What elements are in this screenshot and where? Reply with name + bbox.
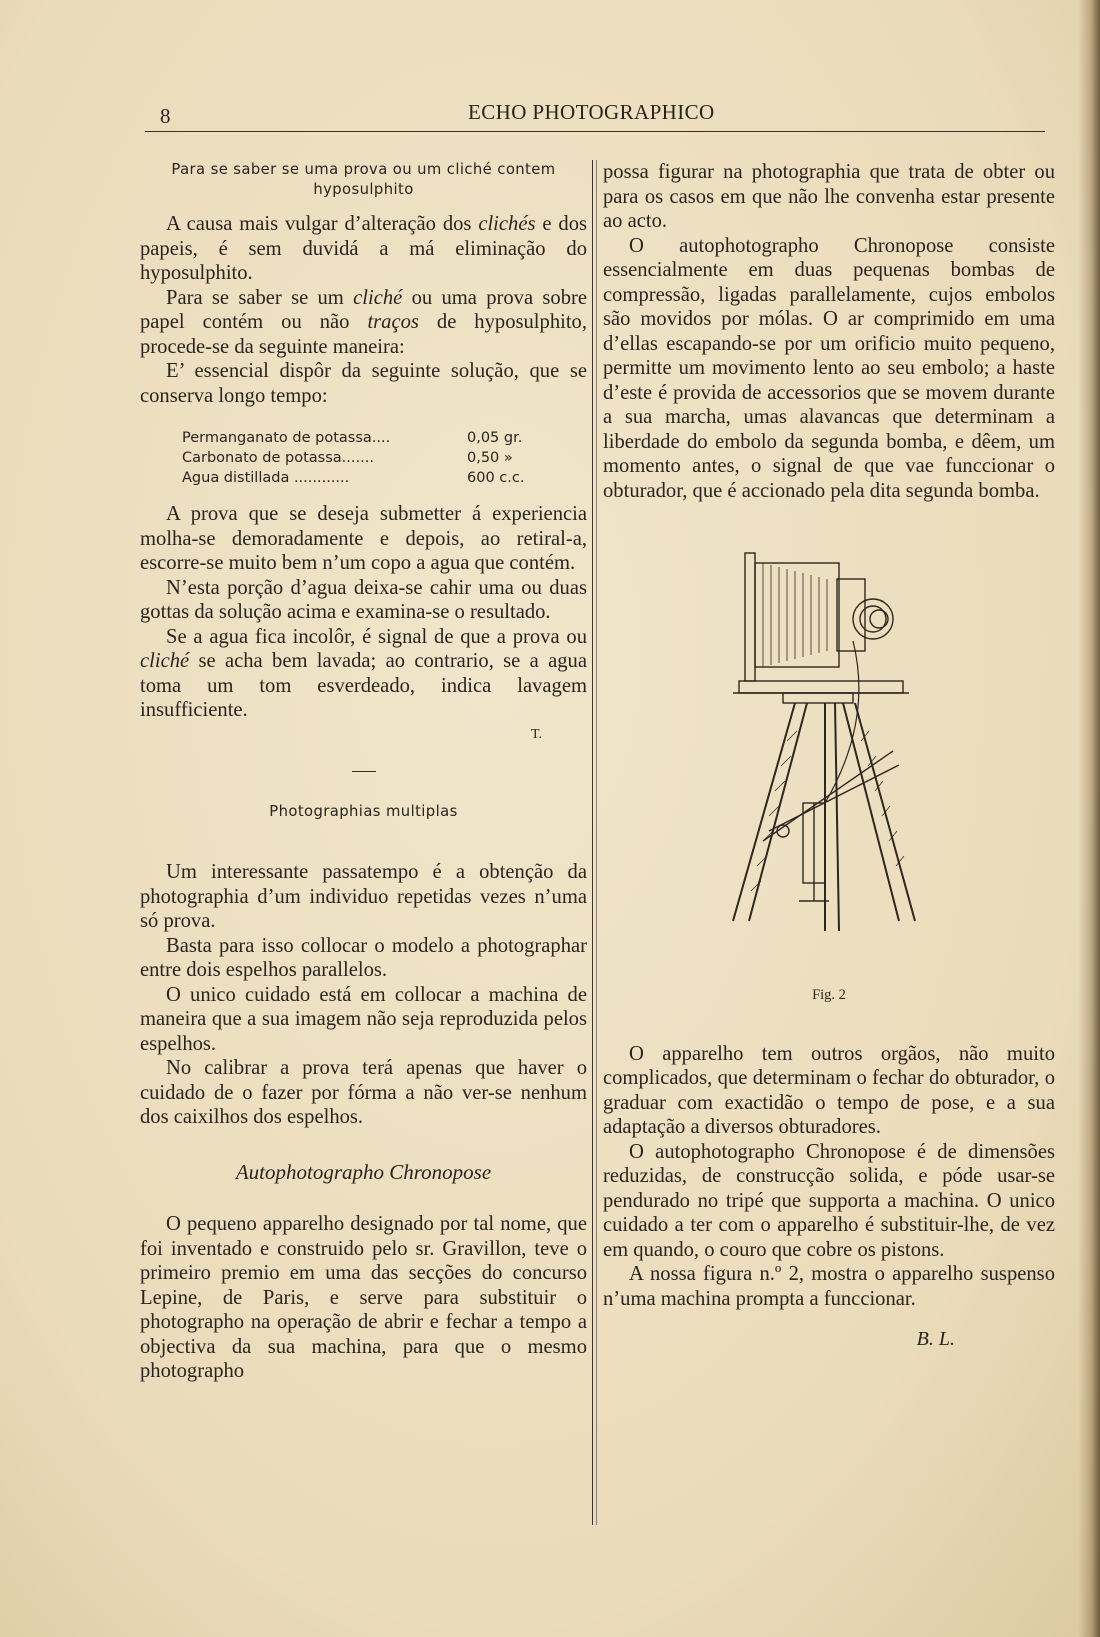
paragraph: O pequeno apparelho designado por tal nome, que foi inventado e construido pelo sr. Gravillon, teve o primeiro premio em uma das secções do concurso Lepine, de Paris, e serve para substituir o photographo na operação de abrir e fechar a tempo a objectiva da sua machina, para que o mesmo photographo [140,1213,587,1382]
paragraph: Basta para isso collocar o modelo a photographar entre dois espelhos parallelos. [140,934,587,981]
paragraph: No calibrar a prova terá apenas que haver o cuidado de o fazer por fórma a não ver-se nenhum dos caixilhos dos espelhos. [140,1057,587,1128]
italic-term: clichés [478,213,536,235]
formula-amount: 0,50 » [467,450,513,466]
article-heading-photographias: Photographias multiplas [269,802,458,820]
paragraph: Um interessante passatempo é a obtenção da photographia d’um individuo repetidas vezes n’uma só prova. [140,861,587,932]
right-column [603,160,1055,1352]
column-divider [592,160,593,1525]
text-run: de hyposulphito, procede-se da seguinte maneira: [140,311,588,358]
page-number: 8 [160,104,171,128]
formula-amount: 600 c.c. [467,470,525,486]
formula-table [140,428,587,488]
paragraph: E’ essencial dispôr da seguinte solução, que se conserva longo tempo: [140,360,587,407]
paragraph: O autophotographo Chronopose é de dimensões reduzidas, de construcção solida, e póde usar-se pendurado no tripé que supporta a machina. O unico cuidado a ter com o apparelho é substituir-lhe, de vez em quando, o couro que cobre os pistons. [603,1140,1055,1261]
paragraph: possa figurar na photographia que trata de obter ou para os casos em que não lhe convenha estar presente ao acto. [603,161,1055,232]
figure-camera-illustration [603,541,1055,971]
section-separator [352,771,376,772]
paragraph: O apparelho tem outros orgãos, não muito complicados, que determinam o fechar do obturador, o graduar com exactidão o tempo de pose, e a sua adaptação a diversos obturadores. [603,1042,1055,1138]
paragraph: A nossa figura n.º 2, mostra o apparelho suspenso n’uma machina prompta a funccionar. [603,1263,1055,1310]
italic-term: traços [367,311,419,333]
paragraph: O autophotographo Chronopose consiste essencialmente em duas pequenas bombas de compressão, ligadas parallelamente, cujos embolos são movidos por mólas. O ar comprimido em uma d’ellas escapando-se por um orificio muito pequeno, permitte um movimento lento ao seu embolo; a haste d’este é provida de accessorios que se movem durante a sua marcha, umas alavancas que determinam a liberdade do embolo da segunda bomba, e dêem, um momento antes, o signal de que vae funccionar o obturador, que é accionado pela dita segunda bomba. [603,234,1055,502]
text-run: Para se saber se um [166,286,354,309]
page-spine-shadow [1078,0,1100,1637]
paragraph: O unico cuidado está em collocar a machina de maneira que a sua imagem não seja reproduzida pelos espelhos. [140,983,587,1055]
formula-row [140,428,587,448]
paragraph [140,286,587,360]
paragraph: A prova que se deseja submetter á experiencia molha-se demoradamente e depois, ao retiral-a, escorre-se muito bem n’um copo a agua que contém. [140,503,587,574]
article-signature: B. L. [916,1328,955,1350]
article-heading-autophotographo: Autophotographo Chronopose [235,1159,492,1184]
formula-amount: 0,05 gr. [467,430,523,446]
left-column [140,160,587,1384]
header-rule [145,131,1045,132]
figure-caption: Fig. 2 [812,987,846,1003]
paragraph [140,625,587,723]
paragraph: N’esta porção d’agua deixa-se cahir uma ou duas gottas da solução acima e examina-se o resultado. [140,576,587,623]
formula-ingredient: Carbonato de potassa....... [182,450,374,466]
text-run: Se a agua fica incolôr, é signal de que a prova ou [166,625,587,648]
formula-row [140,468,587,488]
italic-term: cliché [140,650,190,672]
article-signature: T. [530,726,542,742]
text-run: ou uma prova sobre papel contém ou não [140,286,587,333]
paragraph [140,212,587,286]
text-run: se acha bem lavada; ao contrario, se a agua toma um tom esverdeado, indica lavagem insufficiente. [140,650,587,721]
running-title: ECHO PHOTOGRAPHICO [468,100,715,124]
text-run: A causa mais vulgar d’alteração dos [166,213,479,235]
column-divider-inner [596,160,597,1525]
formula-ingredient: Agua distillada ............ [182,470,350,486]
italic-term: cliché [353,286,403,309]
formula-ingredient: Permanganato de potassa.... [182,430,391,446]
article-heading-hyposulphito: Para se saber se uma prova ou um cliché contem hyposulphito [171,161,556,198]
camera-on-tripod-illustration [723,541,923,941]
text-run: e dos papeis, é sem duvidá a má eliminação do hyposulphito. [140,213,588,284]
formula-row [140,448,587,468]
